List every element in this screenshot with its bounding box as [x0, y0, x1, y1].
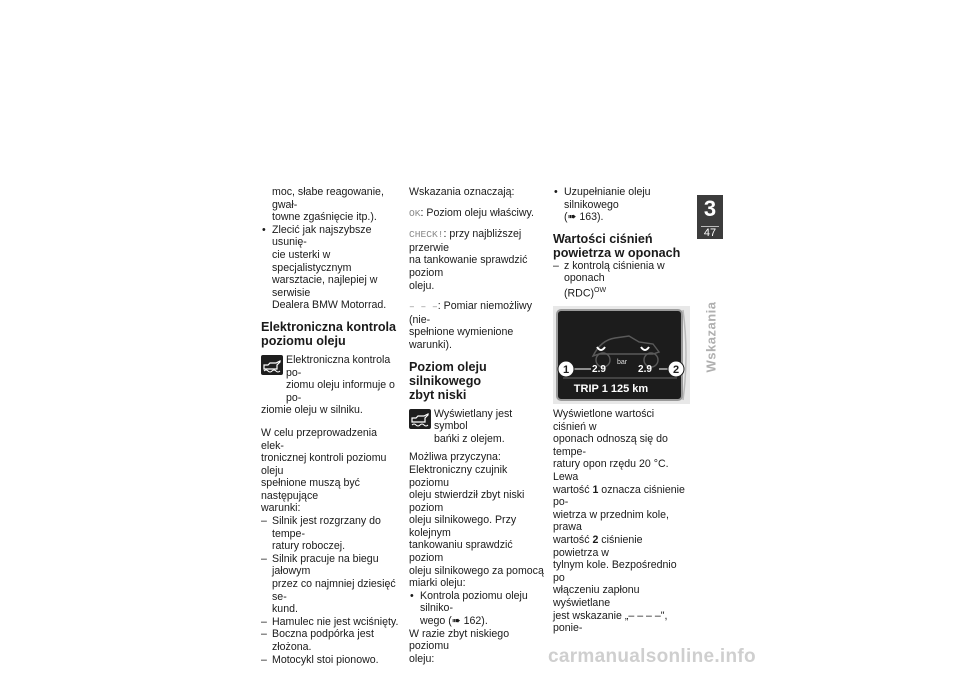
continued-text: moc, słabe reagowanie, gwał- towne zgaśnięcie itp.).	[272, 186, 384, 224]
low-oil-text: W razie zbyt niskiego poziomu oleju:	[409, 627, 510, 665]
condition-item: – Boczna podpórka jest złożona.	[261, 628, 399, 653]
bullet-oil-check: • Kontrola poziomu oleju silniko- wego (➠ 162).	[409, 590, 545, 628]
heading-electronic-oil-check: Elektroniczna kontrola poziomu oleju	[261, 319, 397, 348]
condition-item: – Silnik pracuje na biegu jałowym przez co najmniej dziesięć se- kund.	[261, 553, 399, 616]
bullet-service: • Zlecić jak najszybsze usunię- cie usterki w specjalistycznym warsztacie, najlepiej w serwisie Dealera BMW Motorrad.	[261, 224, 399, 312]
tyre-pressure-display-figure	[553, 306, 690, 404]
heading-oil-too-low: Poziom oleju silnikowego zbyt niski	[409, 359, 487, 402]
oil-can-low-icon	[409, 409, 431, 429]
condition-item: – Motocykl stoi pionowo.	[261, 654, 399, 667]
oil-check-info: Elektroniczna kontrola po- ziomu oleju informuje o po- ziomie oleju w silniku.	[261, 353, 395, 417]
watermark: carmanualsonline.info	[548, 646, 756, 667]
indication-dashes: – – –: Pomiar niemożliwy (nie- spełnione wymienione warunki).	[409, 300, 532, 351]
front-pressure-value: 2.9	[592, 364, 606, 376]
condition-item: – Hamulec nie jest wciśnięty.	[261, 616, 399, 629]
unit-label: bar	[616, 359, 628, 367]
callout-2-label: 2	[672, 364, 680, 377]
callout-1-label: 1	[562, 364, 570, 377]
column-1	[261, 186, 399, 666]
bullet-topping-up: • Uzupełnianie oleju silnikowego (➠ 163).	[553, 186, 689, 224]
conditions-intro: W celu przeprowadzenia elek- tronicznej kontroli poziomu oleju spełnione muszą być następujące warunki:	[261, 426, 387, 515]
heading-tyre-pressure: Wartości ciśnień powietrza w oponach	[553, 231, 681, 260]
oil-can-level-icon	[261, 355, 283, 375]
tyre-pressure-description: Wyświetlone wartości ciśnień w oponach odnoszą się do tempe- ratury opon rzędu 20 °C. Lewa wartość 1 oznacza ciśnienie po- wietrza w przednim kole, prawa wartość 2 ciśnienie powietrza w tylnym kole. Bezpośrednio po włączeniu zapłonu wyświetlane jest wskazanie „– – – –", ponie-	[553, 408, 685, 635]
chapter-number: 3	[703, 196, 717, 221]
indications-intro: Wskazania oznaczają:	[409, 186, 515, 198]
column-3	[553, 186, 689, 635]
cause-text: Elektroniczny czujnik poziomu oleju stwierdził zbyt niski poziom oleju silnikowego. Przy kolejnym tankowaniu sprawdzić poziom oleju silnikowego za pomocą miarki oleju:	[409, 463, 544, 590]
column-2	[409, 186, 545, 665]
rear-pressure-value: 2.9	[638, 364, 652, 376]
indication-ok: OK: Poziom oleju właściwy.	[409, 206, 534, 219]
rdc-option: – z kontrolą ciśnienia w oponach (RDC)$^{OW}$	[553, 260, 689, 300]
oil-low-info: Wyświetlany jest symbol bańki z olejem.	[409, 408, 545, 446]
condition-item: – Silnik jest rozgrzany do tempe- ratury roboczej.	[261, 515, 399, 553]
indication-check: CHECK!: przy najbliższej przerwie na tankowanie sprawdzić poziom oleju.	[409, 228, 528, 292]
page-number: 47	[703, 227, 717, 239]
section-label: Wskazania	[703, 301, 719, 373]
possible-cause: Możliwa przyczyna:	[409, 451, 501, 464]
trip-readout: TRIP 1 125 km	[573, 383, 649, 396]
